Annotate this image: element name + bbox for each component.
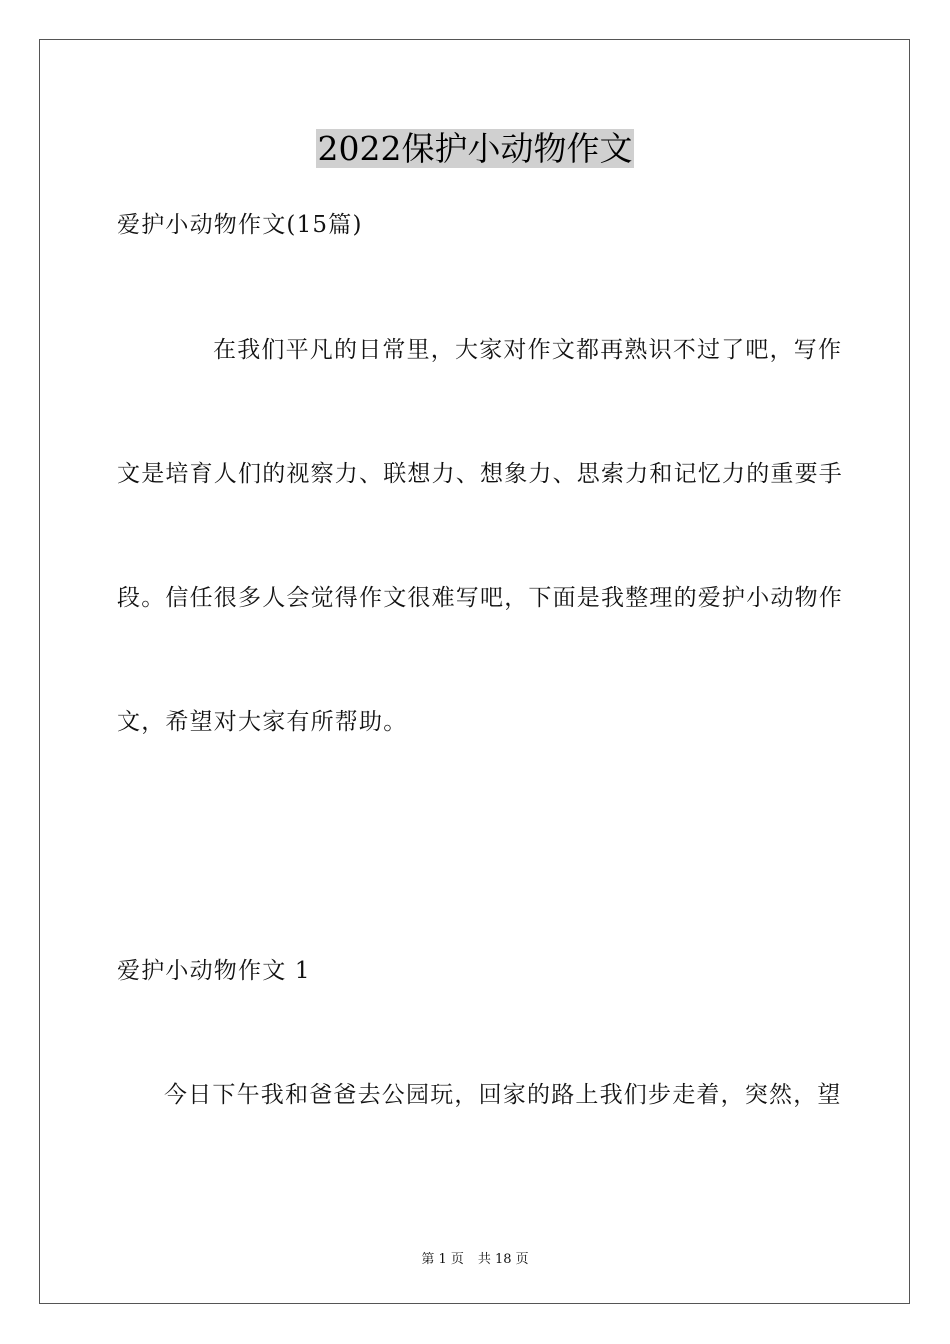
document-subtitle: 爱护小动物作文(15篇) <box>117 212 363 238</box>
intro-line-3: 段。信任很多人会觉得作文很难写吧，下面是我整理的爱护小动物作 <box>117 585 843 611</box>
section-line-1: 今日下午我和爸爸去公园玩，回家的路上我们步走着，突然，望 <box>164 1082 842 1108</box>
intro-line-2: 文是培育人们的视察力、联想力、想象力、思索力和记忆力的重要手 <box>117 461 843 487</box>
section-heading: 爱护小动物作文 1 <box>117 958 311 984</box>
intro-line-4: 文，希望对大家有所帮助。 <box>117 709 408 735</box>
document-title <box>0 126 950 172</box>
document-title-text: 2022保护小动物作文 <box>317 129 633 168</box>
intro-line-1: 在我们平凡的日常里，大家对作文都再熟识不过了吧，写作 <box>213 337 843 363</box>
footer-page-number: 第 1 页 <box>421 1252 464 1267</box>
footer-total-pages: 共 18 页 <box>477 1252 529 1267</box>
page-footer <box>0 1248 950 1267</box>
